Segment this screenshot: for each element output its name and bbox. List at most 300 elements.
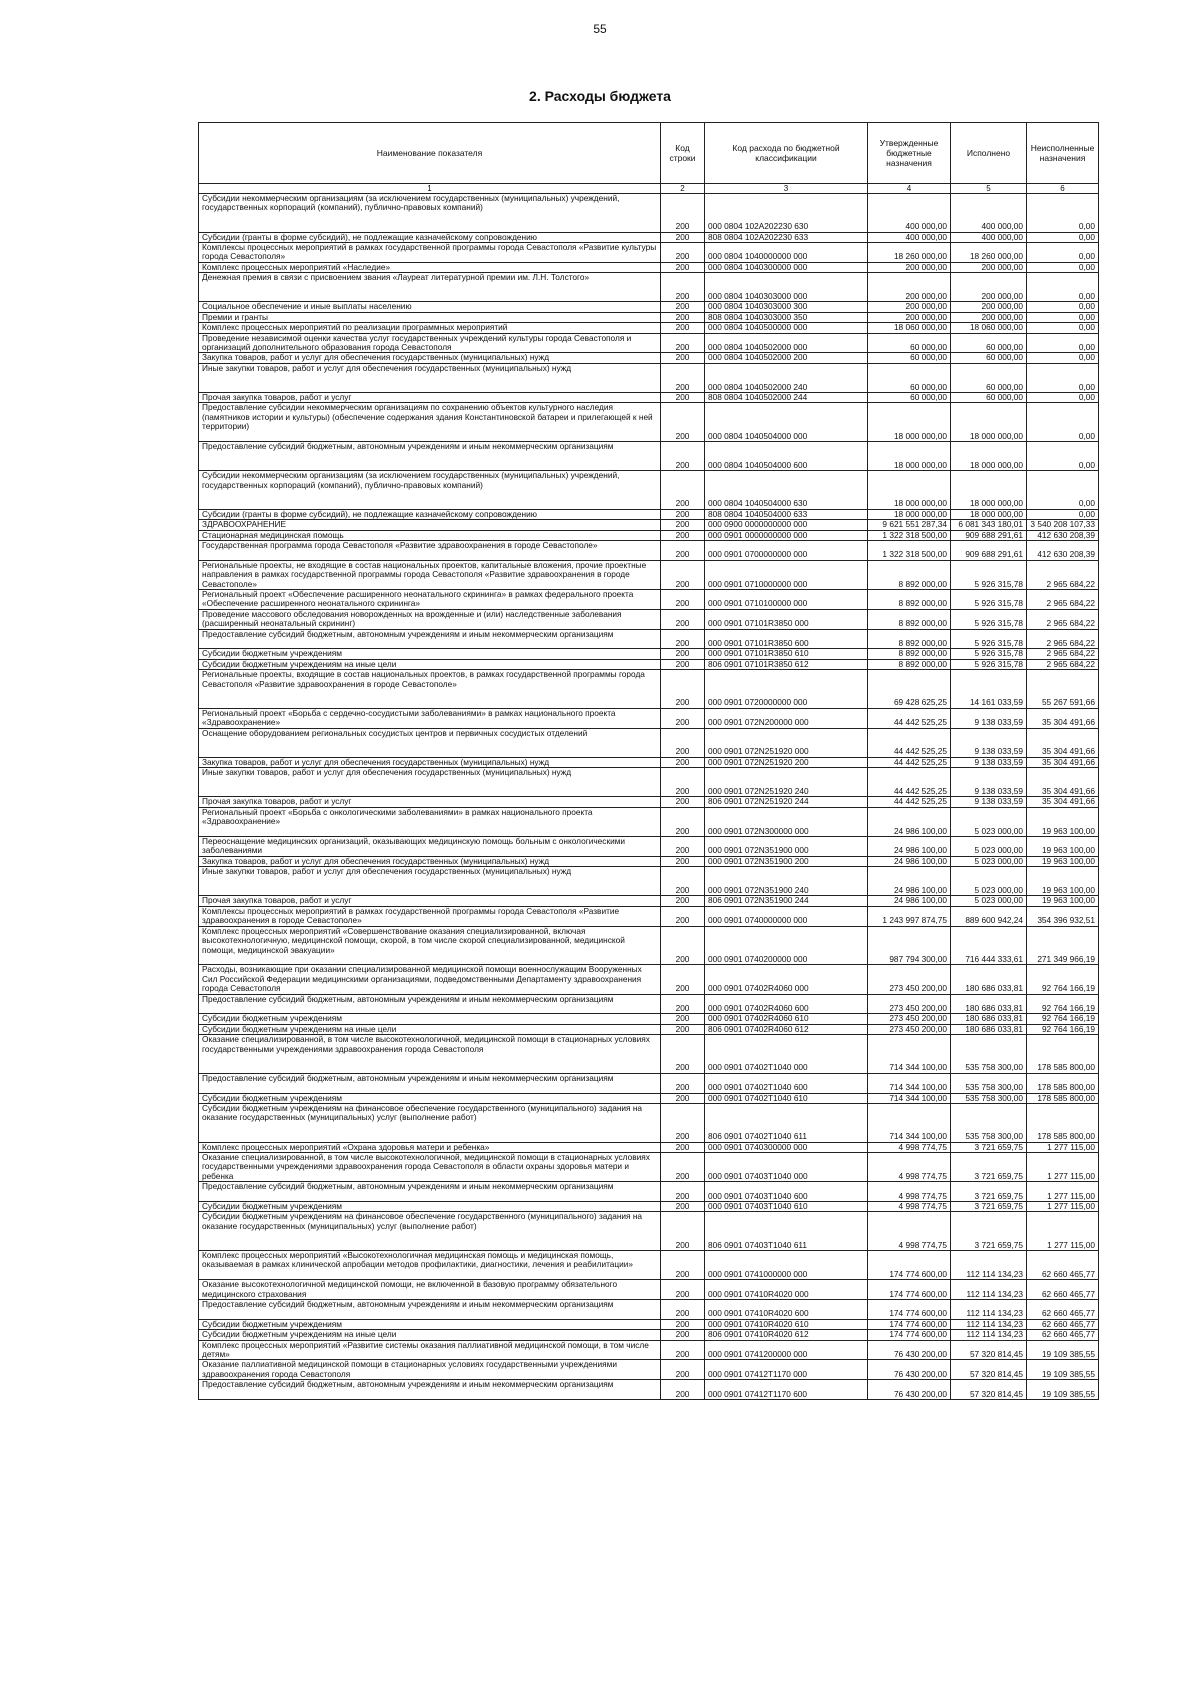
row-unexecuted: 0,00 [1027,393,1099,403]
row-executed: 60 000,00 [951,363,1027,392]
row-approved: 18 000 000,00 [868,509,951,519]
row-name: Предоставление субсидий бюджетным, автономным учреждениям и иным некоммерческим организациям [199,442,661,471]
row-line-code: 200 [661,1014,705,1024]
row-budget-code: 000 0804 1040502000 200 [705,353,868,363]
row-name: Субсидии некоммерческим организациям (за исключением государственных (муниципальных) учреждений, государственных корпораций (компаний), публично-правовых компаний) [199,194,661,233]
row-budget-code: 000 0901 07402T1040 610 [705,1093,868,1103]
row-approved: 18 260 000,00 [868,243,951,263]
row-line-code: 200 [661,312,705,322]
row-line-code: 200 [661,353,705,363]
row-name: Субсидии бюджетным учреждениям [199,1093,661,1103]
table-row [199,560,1099,589]
row-budget-code: 000 0901 07402T1040 600 [705,1073,868,1093]
table-row [199,1212,1099,1251]
row-approved: 44 442 525,25 [868,757,951,767]
row-name: Предоставление субсидий бюджетным, автономным учреждениям и иным некоммерческим организациям [199,1073,661,1093]
table-row [199,629,1099,649]
row-line-code: 200 [661,728,705,757]
table-row [199,670,1099,709]
row-name: Комплекс процессных мероприятий «Развитие системы оказания паллиативной медицинской помощи, в том числе детям» [199,1340,661,1360]
row-approved: 8 892 000,00 [868,560,951,589]
table-row [199,363,1099,392]
table-row [199,1299,1099,1319]
row-unexecuted: 19 109 385,55 [1027,1380,1099,1400]
row-executed: 200 000,00 [951,302,1027,312]
header-approved: Утвержденные бюджетные назначения [868,123,951,184]
row-name: Переоснащение медицинских организаций, оказывающих медицинскую помощь больным с онкологическими заболеваниями [199,837,661,857]
row-approved: 60 000,00 [868,363,951,392]
row-budget-code: 000 0901 0740000000 000 [705,906,868,926]
row-unexecuted: 35 304 491,66 [1027,757,1099,767]
row-name: Прочая закупка товаров, работ и услуг [199,797,661,807]
row-line-code: 200 [661,1073,705,1093]
row-unexecuted: 62 660 465,77 [1027,1250,1099,1279]
row-line-code: 200 [661,1340,705,1360]
table-row [199,520,1099,530]
row-name: Региональный проект «Борьба с онкологическими заболеваниями» в рамках национального проекта «Здравоохранение» [199,807,661,836]
row-approved: 174 774 600,00 [868,1319,951,1329]
table-row [199,867,1099,896]
row-approved: 24 986 100,00 [868,856,951,866]
row-approved: 714 344 100,00 [868,1093,951,1103]
row-line-code: 200 [661,442,705,471]
row-line-code: 200 [661,471,705,510]
table-row [199,896,1099,906]
row-name: Региональный проект «Борьба с сердечно-сосудистыми заболеваниями» в рамках национального проекта «Здравоохранение» [199,708,661,728]
row-budget-code: 000 0901 07402R4060 610 [705,1014,868,1024]
row-budget-code: 806 0901 07101R3850 612 [705,659,868,669]
row-approved: 76 430 200,00 [868,1360,951,1380]
row-name: Закупка товаров, работ и услуг для обеспечения государственных (муниципальных) нужд [199,757,661,767]
row-approved: 1 322 318 500,00 [868,541,951,561]
column-number-row [199,184,1099,194]
row-name: Иные закупки товаров, работ и услуг для обеспечения государственных (муниципальных) нужд [199,768,661,797]
row-approved: 4 998 774,75 [868,1152,951,1181]
row-name: Предоставление субсидии некоммерческим организациям по сохранению объектов культурного наследия (памятников истории и культуры) (обеспечение содержания здания Константиновской батареи и прилегающей к ней территории) [199,403,661,442]
table-row [199,1182,1099,1202]
row-line-code: 200 [661,670,705,709]
row-line-code: 200 [661,807,705,836]
row-approved: 200 000,00 [868,262,951,272]
row-budget-code: 000 0804 1040303000 300 [705,302,868,312]
row-approved: 24 986 100,00 [868,896,951,906]
row-budget-code: 000 0804 102А202230 630 [705,194,868,233]
row-unexecuted: 92 764 166,19 [1027,994,1099,1014]
row-budget-code: 000 0901 07402R4060 000 [705,965,868,994]
row-executed: 9 138 033,59 [951,708,1027,728]
row-line-code: 200 [661,1250,705,1279]
row-name: Субсидии бюджетным учреждениям [199,1014,661,1024]
row-name: Государственная программа города Севастополя «Развитие здравоохранения в городе Севастополе» [199,541,661,561]
table-row [199,302,1099,312]
table-row [199,1250,1099,1279]
row-name: Денежная премия в связи с присвоением звания «Лауреат литературной премии им. Л.Н. Толстого» [199,273,661,302]
row-approved: 273 450 200,00 [868,1024,951,1034]
row-budget-code: 000 0900 0000000000 000 [705,520,868,530]
row-approved: 273 450 200,00 [868,994,951,1014]
table-row [199,837,1099,857]
row-name: Предоставление субсидий бюджетным, автономным учреждениям и иным некоммерческим организациям [199,1182,661,1202]
row-line-code: 200 [661,393,705,403]
table-row [199,757,1099,767]
row-unexecuted: 178 585 800,00 [1027,1073,1099,1093]
row-unexecuted: 35 304 491,66 [1027,708,1099,728]
row-unexecuted: 1 277 115,00 [1027,1182,1099,1202]
row-executed: 57 320 814,45 [951,1380,1027,1400]
row-executed: 5 926 315,78 [951,659,1027,669]
row-line-code: 200 [661,837,705,857]
table-row [199,708,1099,728]
row-name: Закупка товаров, работ и услуг для обеспечения государственных (муниципальных) нужд [199,353,661,363]
row-unexecuted: 412 630 208,39 [1027,530,1099,540]
row-budget-code: 000 0901 0000000000 000 [705,530,868,540]
row-budget-code: 000 0901 07410R4020 600 [705,1299,868,1319]
row-line-code: 200 [661,243,705,263]
row-line-code: 200 [661,1182,705,1202]
row-budget-code: 000 0901 072N351900 240 [705,867,868,896]
row-unexecuted: 19 109 385,55 [1027,1360,1099,1380]
row-approved: 273 450 200,00 [868,965,951,994]
row-line-code: 200 [661,659,705,669]
row-line-code: 200 [661,1330,705,1340]
table-row [199,232,1099,242]
row-name: ЗДРАВООХРАНЕНИЕ [199,520,661,530]
row-executed: 112 114 134,23 [951,1319,1027,1329]
row-unexecuted: 2 965 684,22 [1027,609,1099,629]
row-approved: 4 998 774,75 [868,1201,951,1211]
row-unexecuted: 271 349 966,19 [1027,926,1099,965]
row-executed: 3 721 659,75 [951,1152,1027,1181]
row-budget-code: 000 0901 072N200000 000 [705,708,868,728]
row-budget-code: 000 0901 072N251920 000 [705,728,868,757]
row-executed: 18 000 000,00 [951,471,1027,510]
row-approved: 76 430 200,00 [868,1380,951,1400]
row-unexecuted: 35 304 491,66 [1027,768,1099,797]
row-budget-code: 000 0804 1040504000 600 [705,442,868,471]
row-unexecuted: 62 660 465,77 [1027,1299,1099,1319]
table-row [199,659,1099,669]
table-row [199,442,1099,471]
table-row [199,403,1099,442]
row-name: Субсидии (гранты в форме субсидий), не подлежащие казначейскому сопровождению [199,232,661,242]
row-name: Комплекс процессных мероприятий «Высокотехнологичная медицинская помощь и медицинская помощь, оказываемая в рамках клинической апробации методов профилактики, диагностики, лечения и реабилитации» [199,1250,661,1279]
row-unexecuted: 92 764 166,19 [1027,1014,1099,1024]
row-budget-code: 000 0901 07101R3850 000 [705,609,868,629]
row-approved: 4 998 774,75 [868,1142,951,1152]
row-approved: 8 892 000,00 [868,649,951,659]
row-name: Комплексы процессных мероприятий в рамках государственной программы города Севастополя «Развитие здравоохранения в городе Севастополе» [199,906,661,926]
header-name: Наименование показателя [199,123,661,184]
table-row [199,807,1099,836]
row-approved: 18 000 000,00 [868,471,951,510]
row-line-code: 200 [661,1212,705,1251]
row-name: Субсидии бюджетным учреждениям на иные цели [199,1330,661,1340]
row-budget-code: 808 0804 1040303000 350 [705,312,868,322]
row-unexecuted: 1 277 115,00 [1027,1212,1099,1251]
row-name: Иные закупки товаров, работ и услуг для обеспечения государственных (муниципальных) нужд [199,867,661,896]
table-row [199,1024,1099,1034]
row-name: Проведение массового обследования новорожденных на врожденные и (или) наследственные заболевания (расширенный неонатальный скрининг) [199,609,661,629]
column-number: 1 [199,184,661,194]
row-budget-code: 000 0901 07402T1040 000 [705,1035,868,1074]
row-name: Комплекс процессных мероприятий «Охрана здоровья матери и ребенка» [199,1142,661,1152]
row-executed: 5 926 315,78 [951,649,1027,659]
table-row [199,353,1099,363]
row-executed: 909 688 291,61 [951,541,1027,561]
row-budget-code: 000 0804 1040300000 000 [705,262,868,272]
row-approved: 76 430 200,00 [868,1340,951,1360]
row-name: Проведение независимой оценки качества услуг государственных учреждений культуры города Севастополя и организаций дополнительного образования города Севастополя [199,333,661,353]
row-name: Закупка товаров, работ и услуг для обеспечения государственных (муниципальных) нужд [199,856,661,866]
row-budget-code: 000 0901 07101R3850 600 [705,629,868,649]
row-unexecuted: 0,00 [1027,403,1099,442]
table-row [199,273,1099,302]
row-approved: 714 344 100,00 [868,1103,951,1142]
row-name: Комплекс процессных мероприятий «Наследие» [199,262,661,272]
row-executed: 400 000,00 [951,232,1027,242]
column-number: 3 [705,184,868,194]
row-name: Субсидии бюджетным учреждениям на иные цели [199,1024,661,1034]
row-unexecuted: 1 277 115,00 [1027,1142,1099,1152]
row-name: Комплексы процессных мероприятий в рамках государственной программы города Севастополя «Развитие культуры города Севастополя» [199,243,661,263]
table-row [199,1360,1099,1380]
row-budget-code: 000 0901 07402R4060 600 [705,994,868,1014]
table-row [199,262,1099,272]
column-number: 4 [868,184,951,194]
row-line-code: 200 [661,363,705,392]
row-executed: 6 081 343 180,01 [951,520,1027,530]
row-name: Оснащение оборудованием региональных сосудистых центров и первичных сосудистых отделений [199,728,661,757]
row-name: Субсидии бюджетным учреждениям на финансовое обеспечение государственного (муниципального) задания на оказание государственных (муниципальных) услуг (выполнение работ) [199,1212,661,1251]
row-budget-code: 000 0901 07410R4020 000 [705,1280,868,1300]
row-budget-code: 000 0901 07412T1170 000 [705,1360,868,1380]
row-name: Субсидии бюджетным учреждениям [199,1201,661,1211]
row-unexecuted: 55 267 591,66 [1027,670,1099,709]
row-executed: 60 000,00 [951,393,1027,403]
row-unexecuted: 178 585 800,00 [1027,1035,1099,1074]
row-line-code: 200 [661,896,705,906]
row-unexecuted: 0,00 [1027,232,1099,242]
row-budget-code: 000 0804 1040000000 000 [705,243,868,263]
row-line-code: 200 [661,757,705,767]
row-executed: 180 686 033,81 [951,994,1027,1014]
row-executed: 889 600 942,24 [951,906,1027,926]
row-budget-code: 806 0901 072N251920 244 [705,797,868,807]
row-unexecuted: 3 540 208 107,33 [1027,520,1099,530]
row-unexecuted: 0,00 [1027,333,1099,353]
row-budget-code: 000 0901 072N251920 200 [705,757,868,767]
row-line-code: 200 [661,1360,705,1380]
table-row [199,649,1099,659]
row-executed: 909 688 291,61 [951,530,1027,540]
row-approved: 9 621 551 287,34 [868,520,951,530]
row-unexecuted: 2 965 684,22 [1027,659,1099,669]
row-name: Прочая закупка товаров, работ и услуг [199,896,661,906]
row-budget-code: 000 0804 1040303000 000 [705,273,868,302]
row-name: Иные закупки товаров, работ и услуг для обеспечения государственных (муниципальных) нужд [199,363,661,392]
row-executed: 5 023 000,00 [951,867,1027,896]
row-unexecuted: 19 963 100,00 [1027,837,1099,857]
table-row [199,1330,1099,1340]
row-executed: 18 000 000,00 [951,509,1027,519]
budget-expenses-table [198,122,1099,1400]
row-budget-code: 000 0901 07410R4020 610 [705,1319,868,1329]
row-unexecuted: 178 585 800,00 [1027,1093,1099,1103]
row-unexecuted: 19 963 100,00 [1027,856,1099,866]
row-approved: 174 774 600,00 [868,1330,951,1340]
row-unexecuted: 0,00 [1027,363,1099,392]
row-approved: 8 892 000,00 [868,629,951,649]
row-name: Прочая закупка товаров, работ и услуг [199,393,661,403]
row-unexecuted: 412 630 208,39 [1027,541,1099,561]
table-row [199,1380,1099,1400]
row-name: Оказание высокотехнологичной медицинской помощи, не включенной в базовую программу обязательного медицинского страхования [199,1280,661,1300]
row-name: Субсидии бюджетным учреждениям на иные цели [199,659,661,669]
row-unexecuted: 19 109 385,55 [1027,1340,1099,1360]
table-row [199,1073,1099,1093]
row-executed: 535 758 300,00 [951,1073,1027,1093]
table-row [199,1142,1099,1152]
row-executed: 112 114 134,23 [951,1250,1027,1279]
row-executed: 14 161 033,59 [951,670,1027,709]
row-budget-code: 000 0901 072N300000 000 [705,807,868,836]
row-line-code: 200 [661,965,705,994]
row-budget-code: 806 0901 07403T1040 611 [705,1212,868,1251]
row-name: Субсидии некоммерческим организациям (за исключением государственных (муниципальных) учреждений, государственных корпораций (компаний), публично-правовых компаний) [199,471,661,510]
row-unexecuted: 178 585 800,00 [1027,1103,1099,1142]
row-unexecuted: 0,00 [1027,312,1099,322]
row-executed: 112 114 134,23 [951,1280,1027,1300]
table-row [199,1340,1099,1360]
row-budget-code: 806 0901 07402T1040 611 [705,1103,868,1142]
table-row [199,393,1099,403]
row-executed: 5 926 315,78 [951,629,1027,649]
row-name: Предоставление субсидий бюджетным, автономным учреждениям и иным некоммерческим организациям [199,629,661,649]
row-budget-code: 806 0901 072N351900 244 [705,896,868,906]
row-approved: 174 774 600,00 [868,1280,951,1300]
row-unexecuted: 19 963 100,00 [1027,807,1099,836]
row-budget-code: 000 0804 1040502000 000 [705,333,868,353]
row-name: Субсидии (гранты в форме субсидий), не подлежащие казначейскому сопровождению [199,509,661,519]
row-approved: 400 000,00 [868,232,951,242]
row-budget-code: 000 0901 07403T1040 000 [705,1152,868,1181]
row-budget-code: 000 0901 0700000000 000 [705,541,868,561]
row-executed: 5 023 000,00 [951,896,1027,906]
row-budget-code: 000 0901 0710100000 000 [705,590,868,610]
row-executed: 9 138 033,59 [951,728,1027,757]
row-budget-code: 808 0804 1040502000 244 [705,393,868,403]
table-row [199,728,1099,757]
column-number: 2 [661,184,705,194]
row-line-code: 200 [661,323,705,333]
row-unexecuted: 2 965 684,22 [1027,629,1099,649]
row-approved: 60 000,00 [868,353,951,363]
row-line-code: 200 [661,1103,705,1142]
row-approved: 200 000,00 [868,312,951,322]
row-approved: 18 000 000,00 [868,442,951,471]
table-row [199,994,1099,1014]
row-budget-code: 000 0901 072N351900 200 [705,856,868,866]
row-executed: 180 686 033,81 [951,965,1027,994]
row-line-code: 200 [661,1152,705,1181]
table-row [199,1093,1099,1103]
row-executed: 5 023 000,00 [951,856,1027,866]
row-line-code: 200 [661,520,705,530]
row-executed: 9 138 033,59 [951,797,1027,807]
header-unexecuted: Неисполненные назначения [1027,123,1099,184]
row-approved: 24 986 100,00 [868,867,951,896]
table-row [199,1201,1099,1211]
row-executed: 3 721 659,75 [951,1201,1027,1211]
row-unexecuted: 0,00 [1027,273,1099,302]
row-approved: 714 344 100,00 [868,1073,951,1093]
row-unexecuted: 19 963 100,00 [1027,867,1099,896]
row-executed: 535 758 300,00 [951,1093,1027,1103]
row-approved: 714 344 100,00 [868,1035,951,1074]
row-executed: 60 000,00 [951,333,1027,353]
row-name: Стационарная медицинская помощь [199,530,661,540]
row-approved: 174 774 600,00 [868,1250,951,1279]
row-unexecuted: 0,00 [1027,471,1099,510]
row-executed: 18 000 000,00 [951,403,1027,442]
row-line-code: 200 [661,232,705,242]
row-name: Премии и гранты [199,312,661,322]
row-executed: 5 023 000,00 [951,837,1027,857]
row-line-code: 200 [661,629,705,649]
row-unexecuted: 92 764 166,19 [1027,1024,1099,1034]
table-row [199,1035,1099,1074]
row-approved: 24 986 100,00 [868,837,951,857]
row-unexecuted: 2 965 684,22 [1027,649,1099,659]
row-budget-code: 000 0804 1040502000 240 [705,363,868,392]
row-unexecuted: 1 277 115,00 [1027,1152,1099,1181]
row-approved: 60 000,00 [868,393,951,403]
row-name: Расходы, возникающие при оказании специализированной медицинской помощи военнослужащим Вооруженных Сил Российской Федерации медицинскими организациями, подведомственными Департаменту здравоохранения города Севастополя [199,965,661,994]
row-executed: 57 320 814,45 [951,1340,1027,1360]
row-budget-code: 000 0901 072N251920 240 [705,768,868,797]
row-line-code: 200 [661,1201,705,1211]
row-name: Социальное обеспечение и иные выплаты населению [199,302,661,312]
table-row [199,323,1099,333]
row-executed: 18 060 000,00 [951,323,1027,333]
row-line-code: 200 [661,333,705,353]
row-unexecuted: 0,00 [1027,353,1099,363]
row-unexecuted: 62 660 465,77 [1027,1319,1099,1329]
row-line-code: 200 [661,590,705,610]
header-line-code: Код строки [661,123,705,184]
row-executed: 3 721 659,75 [951,1142,1027,1152]
row-name: Комплекс процессных мероприятий «Совершенствование оказания специализированной, включая высокотехнологичную, медицинской помощи, скорой, в том числе скорой специализированной, медицинской помощи, медицинской эвакуации» [199,926,661,965]
row-name: Субсидии бюджетным учреждениям [199,649,661,659]
row-line-code: 200 [661,541,705,561]
row-executed: 18 000 000,00 [951,442,1027,471]
table-row [199,530,1099,540]
row-executed: 3 721 659,75 [951,1182,1027,1202]
row-line-code: 200 [661,560,705,589]
row-name: Предоставление субсидий бюджетным, автономным учреждениям и иным некоммерческим организациям [199,994,661,1014]
row-approved: 44 442 525,25 [868,728,951,757]
table-header-row [199,123,1099,184]
row-approved: 8 892 000,00 [868,590,951,610]
table-row [199,797,1099,807]
table-row [199,768,1099,797]
row-line-code: 200 [661,509,705,519]
row-executed: 535 758 300,00 [951,1103,1027,1142]
table-row [199,1280,1099,1300]
row-line-code: 200 [661,609,705,629]
row-budget-code: 000 0901 0741000000 000 [705,1250,868,1279]
row-unexecuted: 62 660 465,77 [1027,1280,1099,1300]
